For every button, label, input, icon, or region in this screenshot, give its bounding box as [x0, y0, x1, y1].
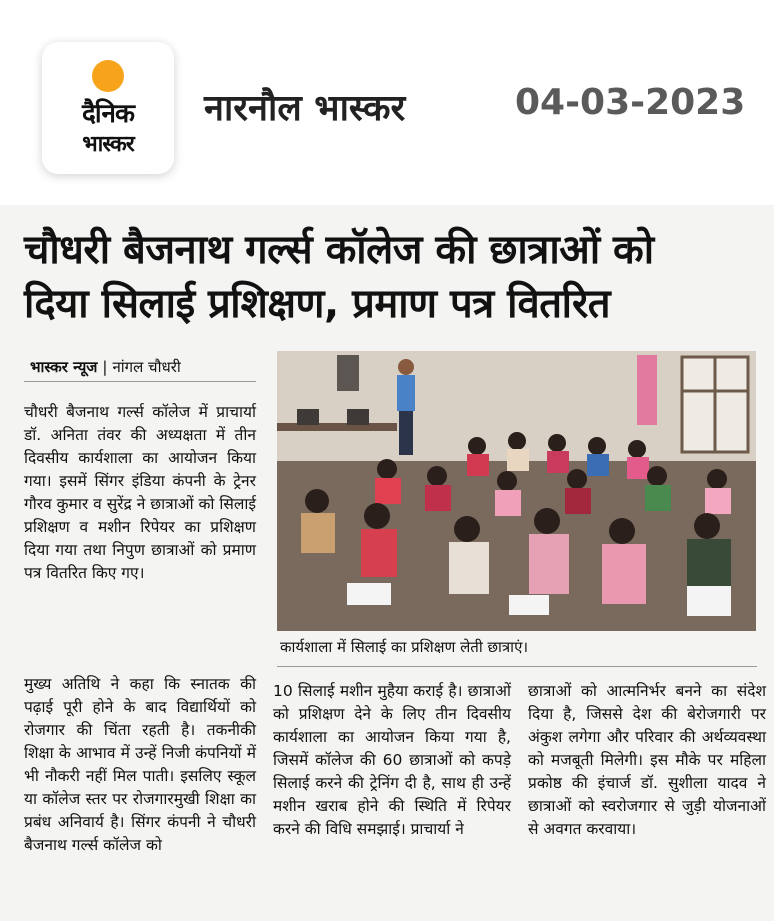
byline-divider [24, 381, 256, 382]
logo-text-line1: दैनिक [82, 99, 134, 129]
logo-text-line2: भास्कर [82, 132, 134, 157]
edition-name: नारनौल भास्कर [204, 88, 406, 129]
sun-icon [92, 60, 124, 92]
news-clipping [0, 205, 774, 921]
byline-place: नांगल चौधरी [112, 358, 181, 376]
paragraph-4: छात्राओं को आत्मनिर्भर बनने का संदेश दिया है, जिससे देश की बेरोजगारी पर अंकुश लगेगा और परिवार की अर्थव्यवस्था को मजबूती मिलेगी। इस मौके पर महिला प्रकोष्ठ की इंचार्ज डॉ. सुशीला यादव ने छात्राओं को स्वरोजगार से जुड़ी योजनाओं से अवगत करवाया। [528, 682, 766, 838]
workshop-photo [277, 351, 756, 631]
masthead [0, 0, 774, 205]
paragraph-2: मुख्य अतिथि ने कहा कि स्नातक की पढ़ाई पूरी होने के बाद विद्यार्थियों को रोजगार की चिंता रहती है। तकनीकी शिक्षा के आभाव में उन्हें निजी कंपनियों में भी नौकरी नहीं मिल पाती। इसलिए स्कूल या कॉलेज स्तर पर रोजगारमुखी शिक्षा का प्रबंध अनिवार्य है। सिंगर कंपनी ने चौधरी बैजनाथ गर्ल्स कॉलेज को [24, 675, 256, 854]
paragraph-3: 10 सिलाई मशीन मुहैया कराई है। छात्राओं को प्रशिक्षण देने के लिए तीन दिवसीय कार्यशाला का आयोजन किया गया है, जिसमें कॉलेज की 60 छात्राओं को कपड़े सिलाई करने की ट्रेनिंग दी है, साथ ही उन्हें मशीन खराब होने की स्थिति में रिपेयर करने की विधि समझाई। प्राचार्या ने [273, 682, 511, 838]
caption-divider [277, 666, 757, 667]
byline-source: भास्कर न्यूज [30, 358, 98, 376]
byline-separator: | [102, 358, 108, 376]
headline-line1: चौधरी बैजनाथ गर्ल्स कॉलेज की छात्राओं को [24, 227, 654, 273]
byline [30, 357, 181, 377]
paragraph-1: चौधरी बैजनाथ गर्ल्स कॉलेज में प्राचार्या डॉ. अनिता तंवर की अध्यक्षता में तीन दिवसीय कार्यशाला का आयोजन किया गया। इसमें सिंगर इंडिया कंपनी के ट्रेनर गौरव कुमार व सुरेंद्र ने छात्राओं को सिलाई प्रशिक्षण व मशीन रिपेयर का प्रशिक्षण दिया गया तथा निपुण छात्राओं को प्रमाण पत्र वितरित किए गए। [24, 403, 256, 582]
headline-line2: दिया सिलाई प्रशिक्षण, प्रमाण पत्र वितरित [24, 281, 611, 327]
photo-caption: कार्यशाला में सिलाई का प्रशिक्षण लेती छात्राएं। [280, 638, 529, 656]
edition-date: 04-03-2023 [515, 82, 746, 123]
workshop-photo-illustration [277, 351, 756, 631]
dainik-bhaskar-logo [42, 42, 174, 174]
headline [24, 223, 764, 331]
